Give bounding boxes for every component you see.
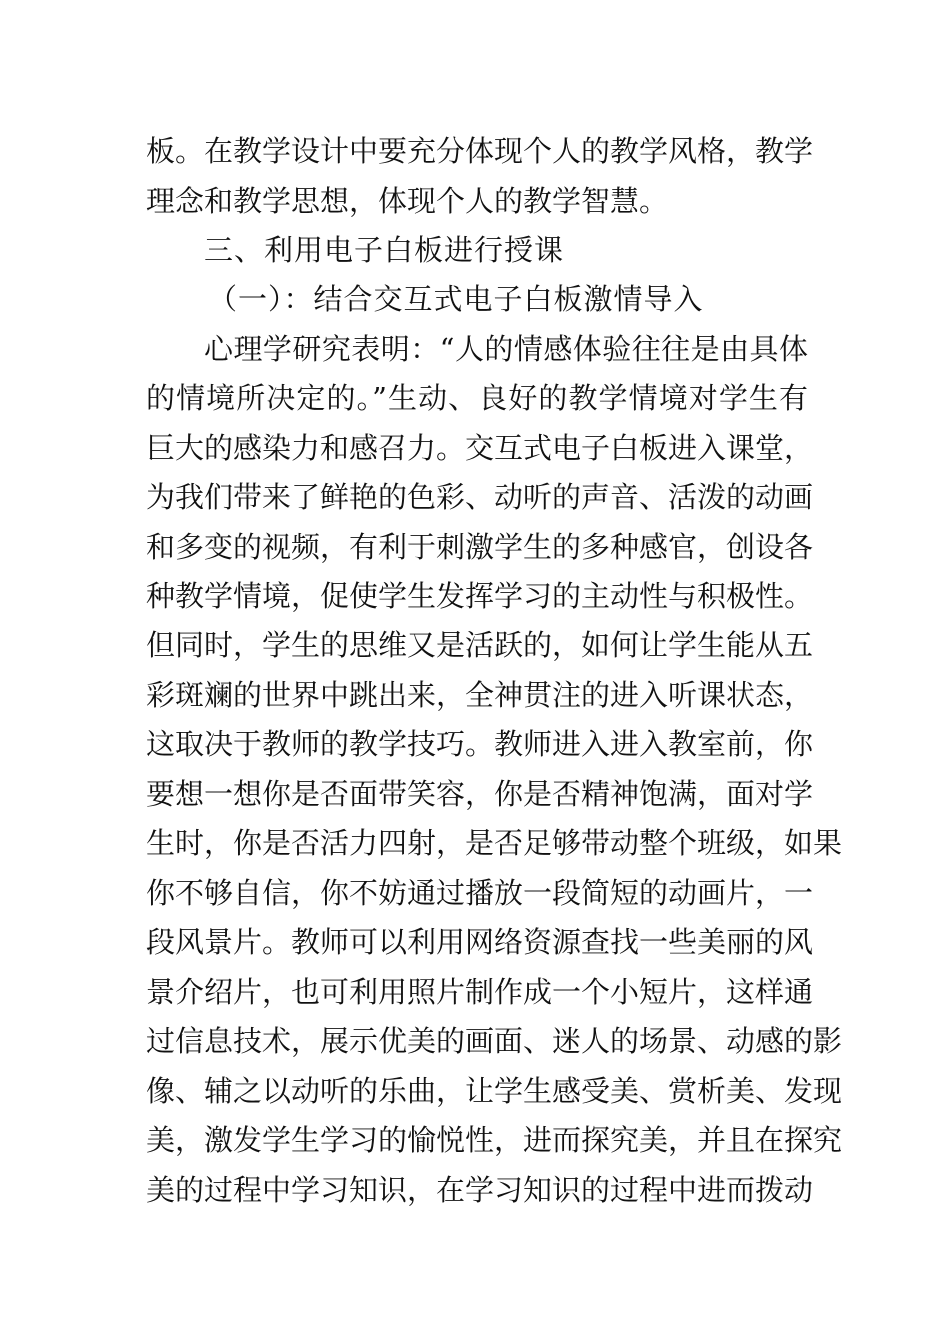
text-line-18: 景介绍片，也可利用照片制作成一个小短片，这样通	[146, 975, 814, 1009]
text-line-5: 心理学研究表明：“人的情感体验往往是由具体	[204, 332, 808, 366]
subsection-heading: （一）：结合交互式电子白板激情导入	[208, 282, 704, 316]
text-line-11: 但同时，学生的思维又是活跃的，如何让学生能从五	[146, 628, 814, 662]
text-line-9: 和多变的视频，有利于刺激学生的多种感官，创设各	[146, 530, 814, 564]
text-line-20: 像、辅之以动听的乐曲，让学生感受美、赏析美、发现	[146, 1074, 843, 1108]
text-line-15: 生时，你是否活力四射，是否足够带动整个班级，如果	[146, 826, 843, 860]
text-line-22: 美的过程中学习知识，在学习知识的过程中进而拨动	[146, 1173, 814, 1207]
text-line-8: 为我们带来了鲜艳的色彩、动听的声音、活泼的动画	[146, 480, 814, 514]
text-line-6: 的情境所决定的。”生动、良好的教学情境对学生有	[146, 381, 808, 415]
text-line-2: 理念和教学思想，体现个人的教学智慧。	[146, 184, 669, 218]
text-line-12: 彩斑斓的世界中跳出来，全神贯注的进入听课状态，	[146, 678, 814, 712]
text-line-19: 过信息技术，展示优美的画面、迷人的场景、动感的影	[146, 1024, 843, 1058]
text-line-1: 板。在教学设计中要充分体现个人的教学风格，教学	[146, 134, 814, 168]
text-line-13: 这取决于教师的教学技巧。教师进入进入教室前，你	[146, 727, 814, 761]
text-line-7: 巨大的感染力和感召力。交互式电子白板进入课堂，	[146, 431, 814, 465]
text-line-21: 美，激发学生学习的愉悦性，进而探究美，并且在探究	[146, 1123, 843, 1157]
text-line-17: 段风景片。教师可以利用网络资源查找一些美丽的风	[146, 925, 814, 959]
text-line-14: 要想一想你是否面带笑容，你是否精神饱满，面对学	[146, 777, 814, 811]
text-line-16: 你不够自信，你不妨通过播放一段简短的动画片，一	[146, 876, 814, 910]
text-line-10: 种教学情境，促使学生发挥学习的主动性与积极性。	[146, 579, 814, 613]
section-heading: 三、利用电子白板进行授课	[204, 233, 565, 267]
